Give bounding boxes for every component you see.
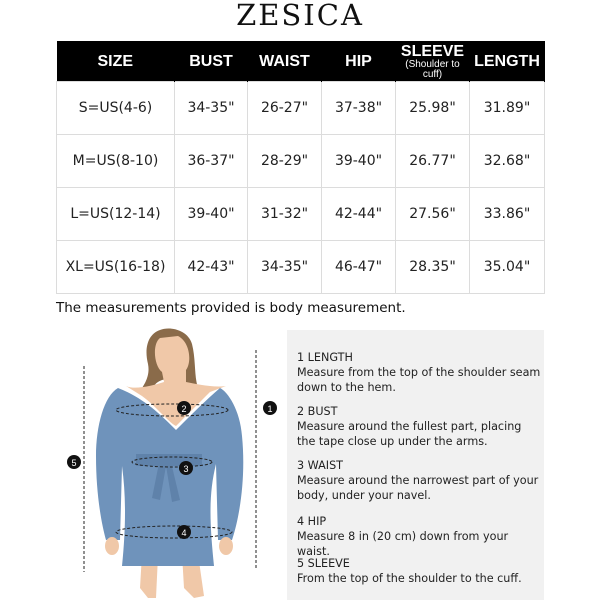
cell-hip: 46-47" — [322, 241, 396, 294]
cell-length: 32.68" — [470, 135, 545, 188]
measurement-note: The measurements provided is body measurement. — [56, 300, 406, 316]
cell-sleeve: 25.98" — [396, 82, 470, 135]
header-hip: HIP — [322, 41, 396, 82]
model-hand-left — [105, 537, 119, 555]
header-size: SIZE — [57, 41, 175, 82]
table-row — [57, 135, 545, 188]
cell-length: 33.86" — [470, 188, 545, 241]
header-bust: BUST — [175, 41, 248, 82]
cell-bust: 36-37" — [175, 135, 248, 188]
guide-text: Measure 8 in (20 cm) down from your waist. — [297, 530, 509, 558]
marker-2 — [177, 401, 191, 415]
cell-waist: 31-32" — [248, 188, 322, 241]
svg-text:3: 3 — [183, 464, 189, 474]
guide-text: Measure from the top of the shoulder seam down to the hem. — [297, 366, 541, 394]
table-row — [57, 82, 545, 135]
guide-text: From the top of the shoulder to the cuff. — [297, 572, 522, 585]
cell-size: L=US(12-14) — [57, 188, 175, 241]
cell-size: S=US(4-6) — [57, 82, 175, 135]
cell-waist: 28-29" — [248, 135, 322, 188]
cell-bust: 39-40" — [175, 188, 248, 241]
header-sleeve: SLEEVE (Shoulder to cuff) — [396, 41, 470, 82]
cell-hip: 42-44" — [322, 188, 396, 241]
guide-item-sleeve — [297, 556, 541, 586]
svg-text:1: 1 — [267, 404, 273, 414]
svg-text:4: 4 — [181, 528, 187, 538]
svg-text:2: 2 — [181, 404, 187, 414]
guide-item-waist — [297, 458, 541, 503]
marker-1 — [263, 401, 277, 415]
brand-logo: ZESICA — [236, 0, 364, 32]
model-hand-right — [219, 537, 233, 555]
cell-hip: 37-38" — [322, 82, 396, 135]
marker-3 — [179, 461, 193, 475]
model-measurement-figure — [56, 326, 282, 600]
cell-waist: 34-35" — [248, 241, 322, 294]
guide-title: 4 HIP — [297, 515, 327, 528]
guide-text: Measure around the narrowest part of your body, under your navel. — [297, 474, 539, 502]
cell-waist: 26-27" — [248, 82, 322, 135]
guide-text: Measure around the fullest part, placing the tape close up under the arms. — [297, 420, 522, 448]
svg-text:5: 5 — [71, 458, 77, 468]
cell-bust: 42-43" — [175, 241, 248, 294]
marker-4 — [177, 525, 191, 539]
guide-item-bust — [297, 404, 541, 449]
guide-title: 5 SLEEVE — [297, 557, 350, 570]
cell-hip: 39-40" — [322, 135, 396, 188]
table-row — [57, 241, 545, 294]
cell-bust: 34-35" — [175, 82, 248, 135]
table-row — [57, 188, 545, 241]
measure-guide-panel — [287, 330, 544, 600]
cell-size: M=US(8-10) — [57, 135, 175, 188]
guide-item-length — [297, 350, 541, 395]
table-header-row — [57, 41, 545, 82]
size-chart-table — [56, 41, 545, 294]
cell-length: 31.89" — [470, 82, 545, 135]
guide-title: 2 BUST — [297, 405, 338, 418]
guide-title: 3 WAIST — [297, 459, 344, 472]
guide-item-hip — [297, 514, 541, 559]
header-length: LENGTH — [470, 41, 545, 82]
marker-5 — [67, 455, 81, 469]
guide-title: 1 LENGTH — [297, 351, 353, 364]
cell-length: 35.04" — [470, 241, 545, 294]
cell-size: XL=US(16-18) — [57, 241, 175, 294]
cell-sleeve: 26.77" — [396, 135, 470, 188]
cell-sleeve: 28.35" — [396, 241, 470, 294]
header-waist: WAIST — [248, 41, 322, 82]
cell-sleeve: 27.56" — [396, 188, 470, 241]
